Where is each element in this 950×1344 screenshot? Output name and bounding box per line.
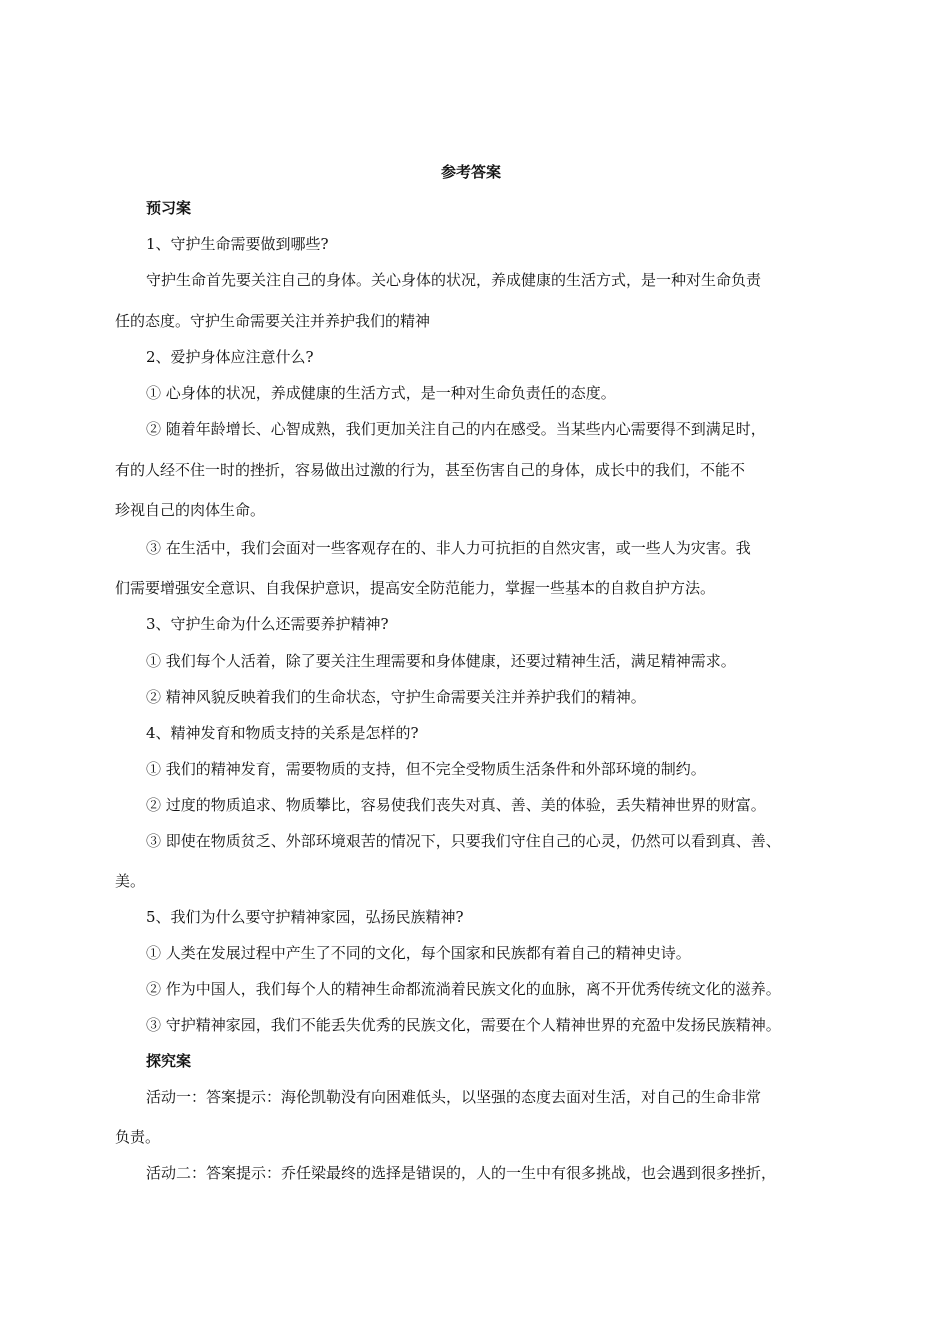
answer-1-line-2: 任的态度。守护生命需要关注并养护我们的精神 [115, 312, 431, 330]
activity-1-line-1: 活动一：答案提示：海伦凯勒没有向困难低头，以坚强的态度去面对生活，对自己的生命非常 [146, 1088, 762, 1106]
question-1: 1、守护生命需要做到哪些? [146, 235, 329, 253]
activity-1-line-2: 负责。 [115, 1128, 161, 1146]
page-title: 参考答案 [441, 163, 502, 181]
section-heading-preview: 预习案 [146, 199, 192, 217]
answer-2-item-2-line-1: ② 随着年龄增长、心智成熟，我们更加关注自己的内在感受。当某些内心需要得不到满足时， [146, 420, 766, 438]
answer-4-item-1: ① 我们的精神发育，需要物质的支持，但不完全受物质生活条件和外部环境的制约。 [146, 760, 706, 778]
section-heading-explore: 探究案 [146, 1052, 192, 1070]
answer-2-item-2-line-3: 珍视自己的肉体生命。 [115, 501, 266, 519]
answer-2-item-2-line-2: 有的人经不住一时的挫折，容易做出过激的行为，甚至伤害自己的身体，成长中的我们，不能不 [115, 461, 746, 479]
answer-2-item-1: ① 心身体的状况，养成健康的生活方式，是一种对生命负责任的态度。 [146, 384, 616, 402]
answer-4-item-3-line-1: ③ 即使在物质贫乏、外部环境艰苦的情况下，只要我们守住自己的心灵，仍然可以看到真、善、 [146, 832, 781, 850]
question-5: 5、我们为什么要守护精神家园，弘扬民族精神? [146, 908, 464, 926]
question-4: 4、精神发育和物质支持的关系是怎样的? [146, 724, 419, 742]
answer-1-line-1: 守护生命首先要关注自己的身体。关心身体的状况，养成健康的生活方式，是一种对生命负责 [146, 271, 762, 289]
answer-5-item-1: ① 人类在发展过程中产生了不同的文化，每个国家和民族都有着自己的精神史诗。 [146, 944, 691, 962]
answer-5-item-3: ③ 守护精神家园，我们不能丢失优秀的民族文化，需要在个人精神世界的充盈中发扬民族精神。 [146, 1016, 781, 1034]
answer-5-item-2: ② 作为中国人，我们每个人的精神生命都流淌着民族文化的血脉，离不开优秀传统文化的滋养。 [146, 980, 781, 998]
answer-2-item-3-line-1: ③ 在生活中，我们会面对一些客观存在的、非人力可抗拒的自然灾害，或一些人为灾害。我 [146, 539, 751, 557]
question-2: 2、爱护身体应注意什么? [146, 348, 314, 366]
activity-2-line-1: 活动二：答案提示：乔任梁最终的选择是错误的，人的一生中有很多挑战，也会遇到很多挫折， [146, 1164, 777, 1182]
question-3: 3、守护生命为什么还需要养护精神? [146, 615, 389, 633]
answer-4-item-3-line-2: 美。 [115, 872, 146, 890]
answer-2-item-3-line-2: 们需要增强安全意识、自我保护意识，提高安全防范能力，掌握一些基本的自救自护方法。 [115, 579, 716, 597]
answer-3-item-2: ② 精神风貌反映着我们的生命状态，守护生命需要关注并养护我们的精神。 [146, 688, 646, 706]
answer-3-item-1: ① 我们每个人活着，除了要关注生理需要和身体健康，还要过精神生活，满足精神需求。 [146, 652, 736, 670]
answer-4-item-2: ② 过度的物质追求、物质攀比，容易使我们丧失对真、善、美的体验，丢失精神世界的财富。 [146, 796, 766, 814]
